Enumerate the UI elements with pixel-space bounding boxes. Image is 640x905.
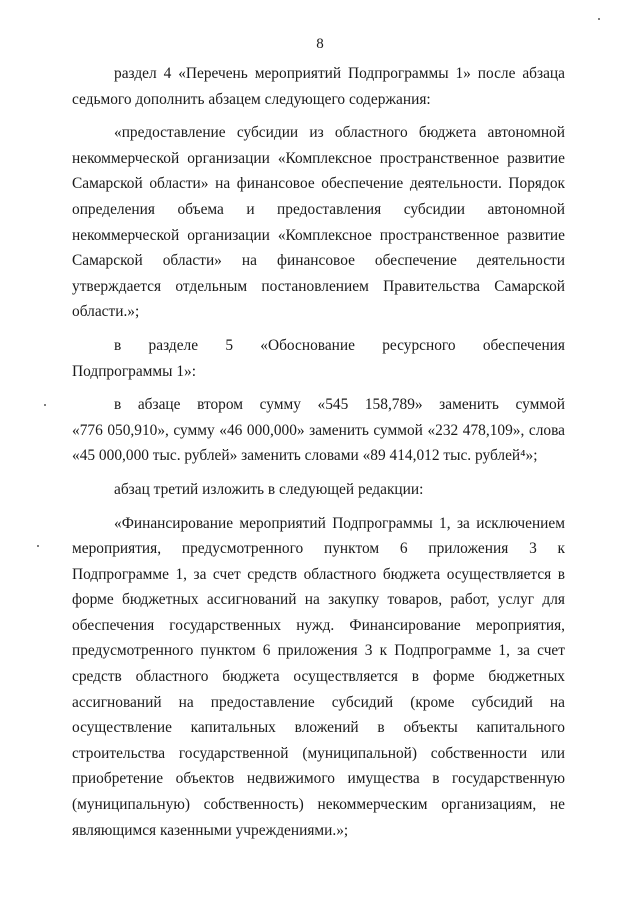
text-line: ассигнований на предоставление субсидий (кроме субсидий на	[72, 693, 565, 711]
text-line: «45 000,000 тыс. рублей» заменить словами «89 414,012 тыс. рублей⁴»;	[72, 447, 538, 465]
text-line: некоммерческой организации «Комплексное пространственное развитие	[72, 226, 565, 244]
text-line: Подпрограмме 1, за счет средств областного бюджета осуществляется в	[72, 565, 565, 583]
text-line: строительства государственной (муниципальной) собственности или	[72, 744, 565, 762]
text-line: «Финансирование мероприятий Подпрограммы 1, за исключением	[114, 514, 565, 532]
paragraph-section-5-intro	[72, 333, 565, 384]
text-line: обеспечения государственных нужд. Финансирование мероприятия,	[72, 616, 565, 634]
scan-speck	[44, 404, 46, 406]
page-number: 8	[316, 36, 324, 52]
paragraph-subsidy-text	[72, 120, 565, 325]
text-line: абзац третий изложить в следующей редакции:	[114, 480, 424, 498]
paragraph-section-4-intro	[72, 61, 565, 112]
text-line: приобретение объектов недвижимого имущества в государственную	[72, 770, 565, 788]
text-line: раздел 4 «Перечень мероприятий Подпрограммы 1» после абзаца	[114, 65, 565, 82]
text-line: мероприятия, предусмотренного пунктом 6 приложения 3 к	[72, 540, 565, 558]
text-line: «предоставление субсидии из областного бюджета автономной	[114, 124, 565, 142]
text-line: предусмотренного пунктом 6 приложения 3 к Подпрограмме 1, за счет	[72, 642, 565, 660]
document-body	[72, 61, 565, 843]
text-line: в абзаце втором сумму «545 158,789» заменить суммой	[114, 396, 565, 414]
text-line: форме бюджетных ассигнований на закупку товаров, работ, услуг для	[72, 591, 565, 609]
text-line: Подпрограммы 1»:	[72, 362, 196, 380]
scan-speck	[598, 18, 600, 20]
text-line: утверждается отдельным постановлением Правительства Самарской	[72, 277, 565, 295]
text-line: седьмого дополнить абзацем следующего содержания:	[72, 90, 431, 108]
paragraph-third-abzats	[72, 477, 565, 503]
text-line: некоммерческой организации «Комплексное пространственное развитие	[72, 149, 565, 167]
text-line: Самарской области» на финансовое обеспечение деятельности	[72, 252, 565, 270]
text-line: «776 050,910», сумму «46 000,000» заменить суммой «232 478,109», слова	[72, 421, 565, 439]
text-line: в разделе 5 «Обоснование ресурсного обеспечения	[114, 336, 565, 354]
paragraph-financing-text	[72, 511, 565, 844]
text-line: средств областного бюджета осуществляется в форме бюджетных	[72, 668, 565, 686]
paragraph-sum-replacement	[72, 392, 565, 469]
text-line: являющимся казенными учреждениями.»;	[72, 821, 349, 839]
text-line: определения объема и предоставления субсидии автономной	[72, 200, 565, 218]
text-line: Самарской области» на финансовое обеспечение деятельности. Порядок	[72, 175, 565, 193]
text-line: осуществление капитальных вложений в объекты капитального	[72, 719, 565, 737]
text-line: области.»;	[72, 303, 140, 321]
text-line: (муниципальную) собственность) некоммерческим организациям, не	[72, 796, 565, 814]
scan-speck	[37, 545, 39, 547]
